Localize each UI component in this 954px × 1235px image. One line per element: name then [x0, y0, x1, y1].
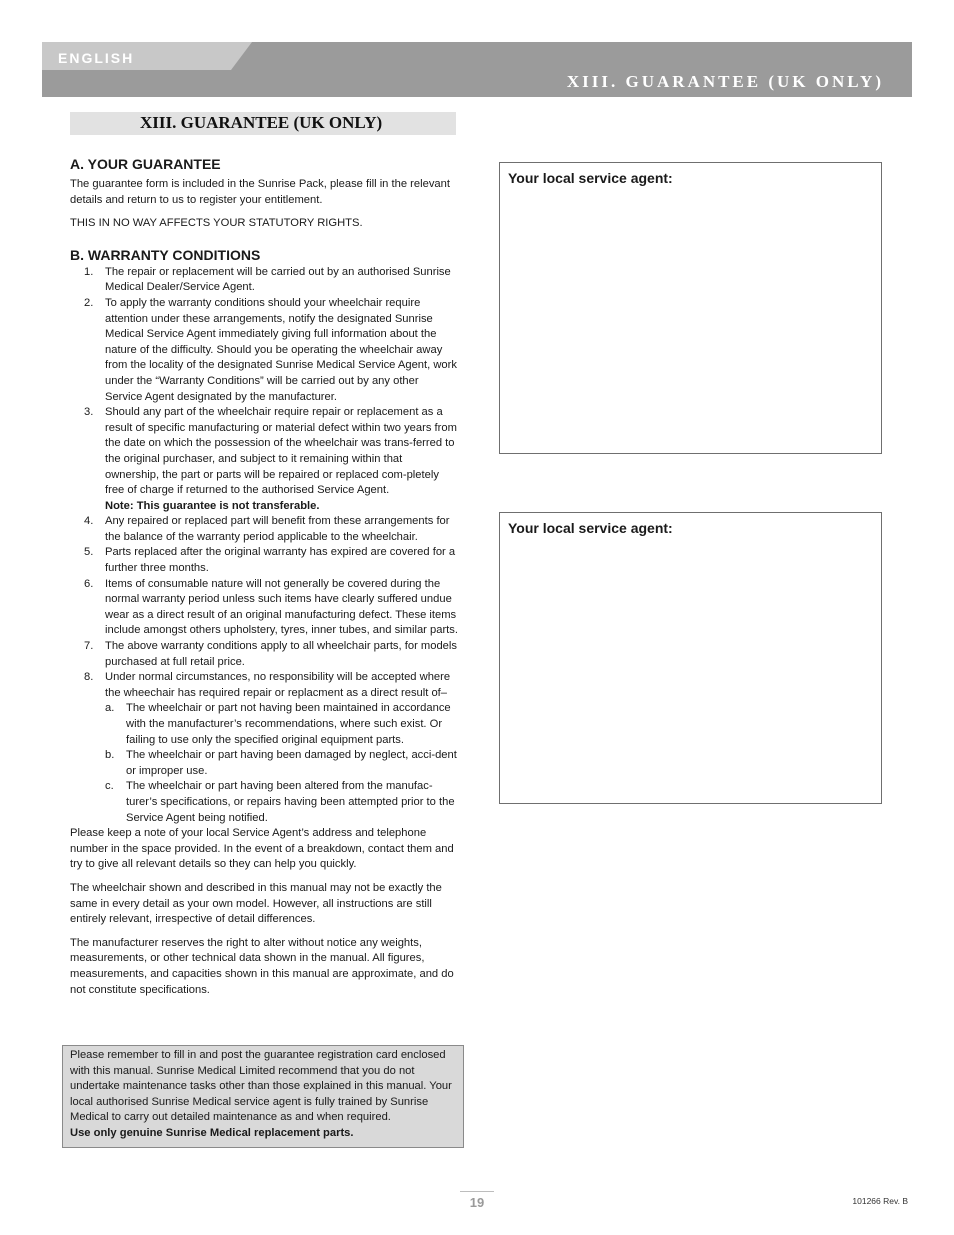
statutory-rights-paragraph: THIS IN NO WAY AFFECTS YOUR STATUTORY RIGHTS. [70, 217, 363, 230]
manufacturer-rights-paragraph: The manufacturer reserves the right to alter without notice any weights, measurements, or other technical data shown in the manual. All figures, measurements, and capacities shown in this manual are approximate, and do not constitute specifications. [70, 936, 454, 996]
sub-list-item: c. The wheelchair or part having been altered from the manufac-turer’s specifications, or repairs having been attempted prior to the Service Agent being notified. [105, 780, 455, 824]
list-item: 4. Any repaired or replaced part will benefit from these arrangements for the balance of the warranty period applicable to the wheelchair. [84, 515, 450, 543]
service-agent-label: Your local service agent: [508, 170, 673, 186]
exclusions-sublist [105, 701, 458, 826]
list-item-text: The repair or replacement will be carried out by an authorised Sunrise Medical Dealer/Service Agent. [105, 265, 451, 294]
left-column [70, 155, 458, 1006]
list-item: 2. To apply the warranty conditions should your wheelchair require attention under these arrangements, notify the designated Sunrise Medical Service Agent immediately giving full information about the nature of the difficulty. Should you be operating the wheelchair away from the locality of the designated Sunrise Medical Service Agent, work under the “Warranty Conditions” will be carried out by any other Service Agent designated by the manufacturer. [84, 296, 457, 403]
service-agent-box[interactable] [499, 512, 882, 804]
list-item-text: Parts replaced after the original warranty has expired are covered for a further three months. [105, 546, 456, 575]
list-item-text: Items of consumable nature will not generally be covered during the normal warranty period unless such items have clearly suffered undue wear as a direct result of an original manufacturing defect. These items include amongst others upholstery, tyres, inner tubes, and similar parts. [105, 577, 458, 637]
list-item: 1. The repair or replacement will be carried out by an authorised Sunrise Medical Dealer/Service Agent. [84, 265, 451, 294]
sub-list-item-text: The wheelchair or part having been damaged by neglect, acci-dent or improper use. [126, 749, 457, 777]
list-item: 7. The above warranty conditions apply to all wheelchair parts, for models purchased at full retail price. [84, 640, 457, 668]
service-agent-label: Your local service agent: [508, 520, 673, 536]
warranty-conditions-list [70, 265, 458, 826]
page-number: 19 [469, 1195, 485, 1210]
page-number-rule [460, 1191, 494, 1192]
guarantee-paragraph: The guarantee form is included in the Sunrise Pack, please fill in the relevant details and return to us to register your entitlement. [70, 178, 450, 206]
model-difference-paragraph: The wheelchair shown and described in this manual may not be exactly the same in every detail as your own model. However, all instructions are still entirely relevant, irrespective of detail differences. [70, 881, 442, 926]
list-item-text: To apply the warranty conditions should your wheelchair require attention under these arrangements, notify the designated Sunrise Medical Service Agent immediately giving full information about the nature of the difficulty. Should you be operating the wheelchair away from the locality of the designated Sunrise Medical Service Agent, work under the “Warranty Conditions” will be carried out by any other Service Agent designated by the manufacturer. [105, 296, 457, 403]
registration-notice-box [62, 1045, 464, 1148]
service-agent-paragraph: Please keep a note of your local Service Agent’s address and telephone number in the space provided. In the event of a breakdown, contact them and try to give all relevant details so they can help you quickly. [70, 827, 454, 871]
genuine-parts-notice: Use only genuine Sunrise Medical replacement parts. [70, 1126, 354, 1139]
sub-list-item-text: The wheelchair or part having been altered from the manufac-turer’s specifications, or repairs having been attempted prior to the Service Agent being notified. [126, 780, 455, 824]
language-label: ENGLISH [58, 50, 135, 66]
sub-list-item-text: The wheelchair or part not having been maintained in accordance with the manufacturer’s recommendations, where such exist. Or failing to use only the specified original equipment parts. [126, 702, 451, 746]
header-chapter-title: XIII. GUARANTEE (UK ONLY) [566, 72, 884, 91]
guarantee-heading: A. YOUR GUARANTEE [70, 156, 221, 172]
list-item-text: The above warranty conditions apply to all wheelchair parts, for models purchased at full retail price. [105, 640, 457, 668]
registration-notice-text: Please remember to fill in and post the guarantee registration card enclosed with this manual. Sunrise Medical Limited recommend that you do not undertake maintenance tasks other than those explained in this manual. Your local authorised Sunrise Medical service agent is fully trained by Sunrise Medical to carry out detailed maintenance as and when required. [70, 1049, 452, 1124]
service-agent-box[interactable] [499, 162, 882, 454]
list-item: 8. Under normal circumstances, no responsibility will be accepted where the wheechair has required repair or replacment as a direct result of– a. The wheelchair or part not having been maintained in accordance with the manufacturer’s recommendations, where such exist. Or failing to use only the specified original equipment parts. b. The wheelchair or part having been damaged by neglect, acci-dent or improper use. c. The wheelchair or part having been altered from the manufac-turer’s specifications, or repairs having been attempted prior to the Service Agent being notified. [70, 670, 458, 826]
sub-list-item: b. The wheelchair or part having been damaged by neglect, acci-dent or improper use. [105, 749, 457, 777]
list-item-text: Should any part of the wheelchair require repair or replacement as a result of specific manufacturing or material defect within two years from the date on which the possession of the wheelchair was trans-ferred to the original purchaser, and subject to it remaining within that ownership, the part or parts will be repaired or replaced com-pletely free of charge if returned to the authorised Service Agent. [105, 406, 457, 497]
warranty-heading: B. WARRANTY CONDITIONS [70, 246, 261, 263]
list-item-text: Any repaired or replaced part will benefit from these arrangements for the balance of the warranty period applicable to the wheelchair. [105, 515, 450, 543]
document-code: 101266 Rev. B [852, 1196, 908, 1206]
list-item: 5. Parts replaced after the original warranty has expired are covered for a further three months. [84, 546, 456, 575]
section-title: XIII. GUARANTEE (UK ONLY) [140, 113, 383, 132]
sub-list-item: a. The wheelchair or part not having been maintained in accordance with the manufacturer’s recommendations, where such exist. Or failing to use only the specified original equipment parts. [105, 702, 451, 746]
list-item: 6. Items of consumable nature will not generally be covered during the normal warranty period unless such items have clearly suffered undue wear as a direct result of an original manufacturing defect. These items include amongst others upholstery, tyres, inner tubes, and similar parts. [84, 577, 458, 637]
transfer-note: Note: This guarantee is not transferable. [105, 499, 320, 512]
list-item-text: Under normal circumstances, no responsibility will be accepted where the wheechair has required repair or replacment as a direct result of– [105, 671, 451, 699]
list-item: 3. Should any part of the wheelchair require repair or replacement as a result of specific manufacturing or material defect within two years from the date on which the possession of the wheelchair was trans-ferred to the original purchaser, and subject to it remaining within that ownership, the part or parts will be repaired or replaced com-pletely free of charge if returned to the authorised Service Agent. Note: This guarantee is not transferable. [84, 406, 457, 512]
